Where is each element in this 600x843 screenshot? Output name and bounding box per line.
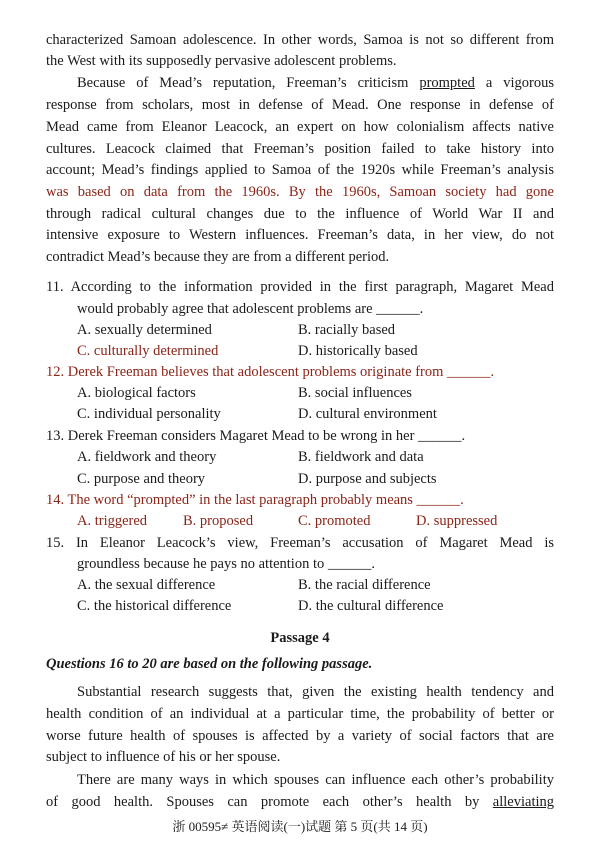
option-11-a[interactable]: A. sexually determined (77, 322, 212, 338)
text-span: Because of Mead’s reputation, Freeman’s criticism (77, 75, 420, 91)
option-12-d[interactable]: D. cultural environment (298, 406, 437, 422)
text-line: Mead came from Eleanor Leacock, an expert on how colonialism affects native (46, 119, 554, 135)
passage-4-instruction: Questions 16 to 20 are based on the following passage. (46, 656, 373, 672)
option-13-d[interactable]: D. purpose and subjects (298, 471, 437, 487)
option-13-b[interactable]: B. fieldwork and data (298, 449, 424, 465)
text-line: characterized Samoan adolescence. In other words, Samoa is not so different from (46, 32, 554, 48)
option-13-c[interactable]: C. purpose and theory (77, 471, 206, 487)
text-line: Substantial research suggests that, given the existing health tendency and (77, 684, 554, 700)
option-14-b[interactable]: B. proposed (183, 513, 254, 529)
option-14-a[interactable]: A. triggered (77, 513, 148, 529)
question-14-stem: 14. The word “prompted” in the last paragraph probably means ______. (46, 492, 464, 508)
question-13-stem: 13. Derek Freeman considers Magaret Mead to be wrong in her ______. (46, 428, 466, 444)
text-line (77, 74, 554, 92)
underlined-word-alleviating: alleviating (492, 794, 554, 810)
text-line: account; Mead’s findings applied to Samoa of the 1920s while Freeman’s analysis (46, 162, 554, 178)
option-13-a[interactable]: A. fieldwork and theory (77, 449, 217, 465)
text-line: response from scholars, most in defense of Mead. One response in defense of (46, 97, 554, 113)
option-11-b[interactable]: B. racially based (298, 322, 396, 338)
text-span: of good health. Spouses can promote each other’s health by (46, 794, 493, 810)
text-line: was based on data from the 1960s. By the 1960s, Samoan society had gone (46, 184, 554, 200)
option-14-c[interactable]: C. promoted (298, 513, 371, 529)
option-11-d[interactable]: D. historically based (298, 343, 418, 359)
option-15-d[interactable]: D. the cultural difference (298, 598, 444, 614)
option-11-c[interactable]: C. culturally determined (77, 343, 219, 359)
text-line: intensive exposure to Western influences. Freeman’s data, in her view, do not (46, 227, 554, 243)
underlined-word-prompted: prompted (419, 75, 475, 91)
question-11-stem-cont: would probably agree that adolescent problems are ______. (77, 301, 424, 317)
text-line (46, 793, 554, 811)
text-span: a vigorous (474, 75, 554, 91)
option-12-c[interactable]: C. individual personality (77, 406, 221, 422)
question-15-stem-cont: groundless because he pays no attention to ______. (77, 556, 375, 572)
page-footer: 浙 00595≠ 英语阅读(一)试题 第 5 页(共 14 页) (172, 819, 428, 834)
text-line: health condition of an individual at a particular time, the probability of better or (46, 706, 554, 722)
option-15-c[interactable]: C. the historical difference (77, 598, 232, 614)
question-11-stem: 11. According to the information provided in the first paragraph, Magaret Mead (46, 279, 554, 295)
text-line: contradict Mead’s because they are from a different period. (46, 249, 390, 265)
text-line: subject to influence of his or her spouse. (46, 749, 281, 765)
option-15-b[interactable]: B. the racial difference (298, 577, 431, 593)
text-line: worse future health of spouses is affected by a variety of social factors that are (46, 728, 554, 744)
text-line: the West with its supposedly pervasive adolescent problems. (46, 53, 397, 69)
option-14-d[interactable]: D. suppressed (416, 513, 498, 529)
option-15-a[interactable]: A. the sexual difference (77, 577, 216, 593)
text-line: There are many ways in which spouses can influence each other’s probability (77, 772, 554, 788)
question-12-stem: 12. Derek Freeman believes that adolescent problems originate from ______. (46, 364, 495, 380)
option-12-a[interactable]: A. biological factors (77, 385, 196, 401)
question-15-stem: 15. In Eleanor Leacock’s view, Freeman’s accusation of Magaret Mead is (46, 535, 554, 551)
option-12-b[interactable]: B. social influences (298, 385, 412, 401)
text-line: through radical cultural changes due to the influence of World War II and (46, 206, 554, 222)
passage-4-heading: Passage 4 (270, 630, 330, 646)
text-line: cultures. Leacock claimed that Freeman’s position failed to take history into (46, 141, 554, 157)
